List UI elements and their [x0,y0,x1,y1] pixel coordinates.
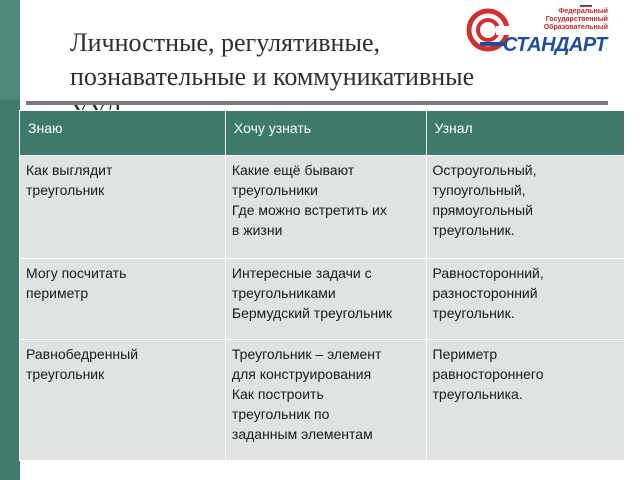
table-cell [20,156,226,259]
cell-line: Треугольник – элемент [231,346,382,362]
cell-line: Как выглядит [26,162,113,178]
cell-line: в жизни [231,222,283,238]
flag-icon [580,4,592,7]
table-cell [20,259,226,340]
title-line: Личностные, регулятивные, [70,28,380,57]
table-cell [426,340,625,461]
header-know: Знаю [20,111,226,156]
table-cell [426,259,625,340]
cell-line: Равносторонний, [432,265,544,281]
logo-caption-line: Государственный [545,16,608,23]
cell-line: Остроугольный, [432,162,537,178]
header-learned: Узнал [426,111,625,156]
cell-line: треугольник. [432,222,515,238]
logo-caption-line: Федеральный [558,8,608,15]
cell-line: треугольник. [432,305,515,321]
table-row [20,340,625,461]
cell-line: Равнобедренный [26,346,139,362]
cell-line: Бермудский треугольник [231,305,393,321]
table-row [20,259,625,340]
table-cell [225,340,426,461]
logo-caption [528,8,608,32]
kwl-table [19,110,625,461]
cell-line: тупоугольный, [432,182,526,198]
left-accent-bar-lower [0,100,20,480]
cell-line: треугольника. [432,386,523,402]
logo-caption-line: Образовательный [543,24,608,31]
table-cell [20,340,226,461]
cell-line: Периметр [432,346,498,362]
table-cell [225,259,426,340]
cell-line: Где можно встретить их [231,202,387,218]
cell-line: Могу посчитать [26,265,127,281]
cell-line: равностороннего [432,366,544,382]
table-row [20,156,625,259]
cell-line: разносторонний [432,285,538,301]
title-divider [26,101,608,105]
fgos-logo [466,4,606,56]
cell-line: Интересные задачи с [231,265,372,281]
logo-wordmark: СТАНДАРТ [503,34,607,56]
title-line: познавательные и коммуникативные [70,62,475,91]
table-cell [225,156,426,259]
cell-line: треугольник [26,182,105,198]
cell-line: треугольники [231,182,318,198]
cell-line: для конструирования [231,366,372,382]
table-cell [426,156,625,259]
cell-line: заданным элементам [231,426,373,442]
cell-line: Какие ещё бывают [231,162,355,178]
table-header-row [20,111,625,156]
cell-line: треугольниками [231,285,336,301]
cell-line: треугольник [26,366,105,382]
cell-line: Как построить [231,386,324,402]
cell-line: прямоугольный [432,202,533,218]
cell-line: периметр [26,285,89,301]
header-want-to-know: Хочу узнать [225,111,426,156]
cell-line: треугольник по [231,406,330,422]
